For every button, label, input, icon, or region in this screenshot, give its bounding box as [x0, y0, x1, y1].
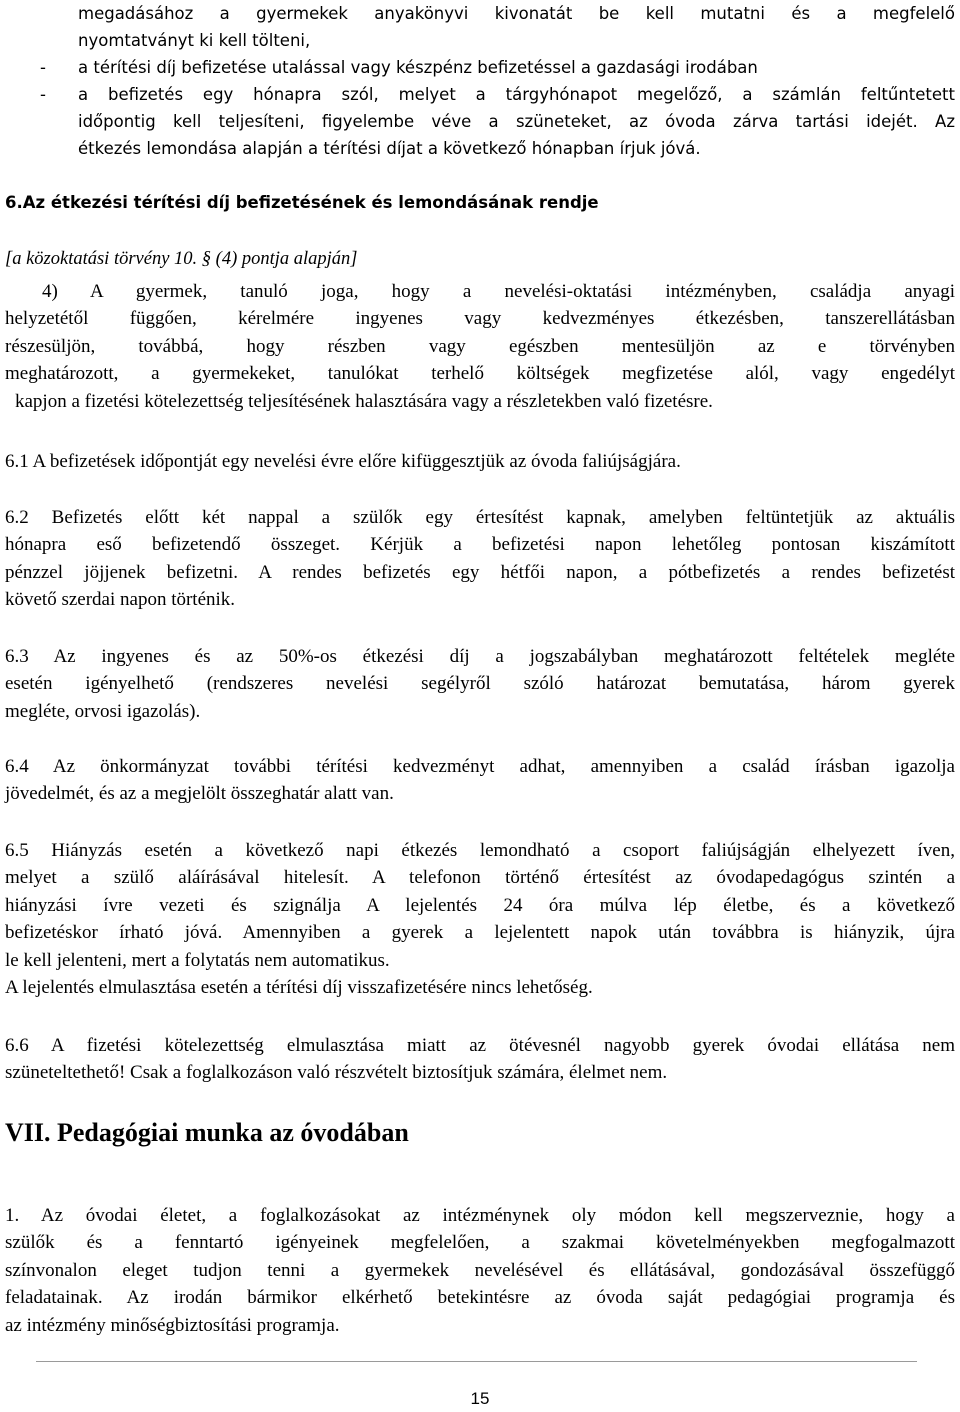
- list-item: [5, 81, 955, 108]
- paragraph-line: hiányzási ívre vezeti és szignálja A lejelentés 24 óra múlva lép életbe, és a következő: [5, 894, 955, 916]
- paragraph-line: 6.5 Hiányzás esetén a következő napi étkezés lemondható a csoport faliújságján elhelyezett íven,: [5, 840, 955, 861]
- section-6-heading: 6.Az étkezési térítési díj befizetésének és lemondásának rendje: [5, 193, 599, 212]
- paragraph-line: pénzzel jöjjenek befizetni. A rendes befizetés egy hétfői napon, a pótbefizetés a rendes befizetést: [5, 561, 955, 583]
- law-line: 4) A gyermek, tanuló joga, hogy a nevelési-oktatási intézményben, családja anyagi: [42, 281, 955, 302]
- law-paragraph: [5, 278, 955, 415]
- paragraph-line: A lejelentés elmulasztása esetén a térítési díj visszafizetésére nincs lehetőség.: [5, 977, 593, 999]
- paragraph-7-1: [5, 1202, 955, 1339]
- law-line: meghatározott, a gyermekeket, tanulókat terhelő költségek megfizetése alól, vagy engedélyt: [5, 363, 955, 385]
- paragraph-line: 6.3 Az ingyenes és az 50%-os étkezési díj a jogszabályban meghatározott feltételek megléte: [5, 646, 955, 667]
- intro-line: étkezés lemondása alapján a térítési díjat a következő hónapban írjuk jóvá.: [78, 139, 701, 158]
- paragraph-6-6: [5, 1032, 955, 1087]
- paragraph-line: szüneteltethető! Csak a foglalkozáson való részvételt biztosítjuk számára, élelmet nem.: [5, 1062, 668, 1084]
- paragraph-line: az intézmény minőségbiztosítási programja.: [5, 1314, 340, 1336]
- law-line: kapjon a fizetési kötelezettség teljesítésének halasztására vagy a részletekben való fizetésre.: [15, 390, 713, 412]
- intro-line: megadásához a gyermekek anyakönyvi kivonatát be kell mutatni és a megfelelő: [78, 4, 955, 23]
- paragraph-line: 6.6 A fizetési kötelezettség elmulasztása miatt az ötévesnél nagyobb gyerek óvodai ellátása nem: [5, 1035, 955, 1056]
- law-line: részesüljön, továbbá, hogy részben vagy egészben mentesüljön az e törvényben: [5, 335, 955, 357]
- paragraph-6-3: [5, 643, 955, 725]
- legal-reference: [a közoktatási törvény 10. § (4) pontja alapján]: [5, 249, 358, 269]
- footer-divider: [36, 1361, 917, 1362]
- intro-block: [5, 0, 955, 162]
- paragraph-line: színvonalon eleget tudjon tenni a gyermekek nevelésével és ellátásával, gondozásával összefüggő: [5, 1259, 955, 1281]
- list-dash: -: [40, 58, 46, 77]
- paragraph-6-2: [5, 504, 955, 614]
- paragraph-line: szülők és a fenntartó igényeinek megfelelően, a szakmai követelményekben megfogalmazott: [5, 1232, 955, 1254]
- list-item-text: a térítési díj befizetése utalással vagy készpénz befizetéssel a gazdasági irodában: [78, 58, 758, 77]
- paragraph-6-1: 6.1 A befizetések időpontját egy nevelési évre előre kifüggesztjük az óvoda faliújságjára.: [5, 451, 681, 472]
- intro-line: nyomtatványt ki kell tölteni,: [78, 31, 311, 50]
- section-7-heading: VII. Pedagógiai munka az óvodában: [5, 1118, 409, 1147]
- paragraph-line: befizetéskor írható jóvá. Amennyiben a gyerek a lejelentett napok után továbbra is hiányzik, újra: [5, 922, 955, 944]
- paragraph-line: melyet a szülő aláírásával hitelesít. A telefonon történő értesítést az óvodapedagógus szintén a: [5, 867, 955, 889]
- list-item-text: a befizetés egy hónapra szól, melyet a tárgyhónapot megelőző, a számlán feltűntetett: [78, 85, 955, 104]
- paragraph-line: jövedelmét, és az a megjelölt összeghatár alatt van.: [5, 783, 394, 805]
- paragraph-6-5: [5, 837, 955, 1001]
- paragraph-line: 6.2 Befizetés előtt két nappal a szülők egy értesítést kapnak, amelyben feltüntetjük az aktuális: [5, 507, 955, 528]
- paragraph-line: 1. Az óvodai életet, a foglalkozásokat az intézménynek oly módon kell megszerveznie, hogy a: [5, 1205, 955, 1226]
- paragraph-line: feladatainak. Az irodán bármikor elkérhető betekintésre az óvoda saját pedagógiai programja és: [5, 1287, 955, 1309]
- paragraph-line: követő szerdai napon történik.: [5, 589, 236, 611]
- page-number: 15: [470, 1389, 490, 1408]
- paragraph-line: 6.4 Az önkormányzat további térítési kedvezményt adhat, amennyiben a család írásban igazolja: [5, 756, 955, 777]
- law-line: helyzetétől függően, kérelmére ingyenes vagy kedvezményes étkezésben, tanszerellátásban: [5, 308, 955, 330]
- paragraph-line: hónapra eső befizetendő összeget. Kérjük a befizetési napon lehetőleg pontosan kiszámított: [5, 534, 955, 556]
- paragraph-line: megléte, orvosi igazolás).: [5, 700, 201, 722]
- list-item: [5, 54, 955, 81]
- paragraph-line: esetén igényelhető (rendszeres nevelési segélyről szóló határozat bemutatása, három gyerek: [5, 673, 955, 695]
- list-dash: -: [40, 85, 46, 104]
- intro-line: időpontig kell teljesíteni, figyelembe véve a szüneteket, az óvoda zárva tartási idejét. Az: [78, 112, 955, 131]
- paragraph-line: le kell jelenteni, mert a folytatás nem automatikus.: [5, 949, 390, 971]
- paragraph-6-4: [5, 753, 955, 808]
